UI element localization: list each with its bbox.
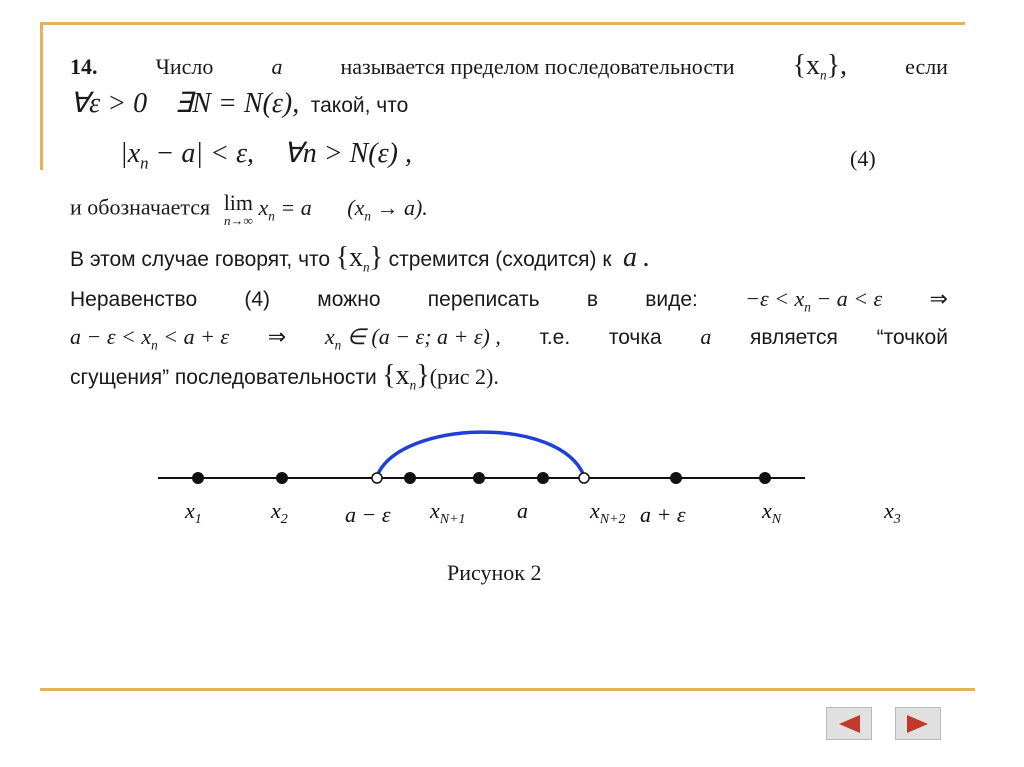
word-neravenstvo: Неравенство	[70, 288, 198, 311]
epsilon-inequality: $-\varepsilon < x_n - a < \varepsilon$	[745, 286, 883, 315]
label-x3: $x_3$	[884, 498, 901, 527]
abs-inequality: $|x_n - a| < \varepsilon$,	[120, 138, 255, 173]
word-t-e: т.е.	[539, 326, 571, 349]
point-a-minus-eps	[372, 473, 382, 483]
point-x1	[192, 472, 204, 484]
point-a	[473, 472, 485, 484]
limit-expression: $x_n = a$	[258, 194, 312, 223]
label-xN2: $x_{N+2}$	[590, 498, 626, 527]
figure-caption: Рисунок 2	[447, 560, 542, 585]
triangle-left-icon	[836, 713, 862, 735]
next-slide-button[interactable]	[895, 707, 941, 740]
epsilon-neighborhood-arc	[377, 432, 584, 476]
point-a-plus-eps	[579, 473, 589, 483]
text-v-etom-sluchae: В этом случае говорят, что	[70, 248, 331, 271]
forall-n: ∀n > N(ε) ,	[283, 138, 412, 169]
interval-inequality: $a - \varepsilon < x_n < a + \varepsilon$	[70, 324, 230, 353]
word-mozhno: можно	[317, 288, 381, 311]
point-xN2	[537, 472, 549, 484]
label-xN1: $x_{N+1}$	[430, 498, 466, 527]
limit-operator: lim n→∞	[223, 190, 254, 228]
arrow-notation: $(x_n \to a)$.	[347, 194, 428, 223]
word-v: в	[586, 288, 598, 311]
text-chislo: Число	[155, 54, 214, 79]
point-xN1	[404, 472, 416, 484]
interval-membership: $x_n$ ∈ (a − ε; a + ε) ,	[324, 324, 501, 353]
var-a-point: a	[700, 324, 712, 349]
text-takoy-chto: такой, что	[310, 94, 409, 117]
word-ref-4: (4)	[244, 288, 271, 311]
text-esli: если	[905, 54, 948, 79]
word-vide: виде:	[645, 288, 698, 311]
word-perepisat: переписать	[427, 288, 540, 311]
prev-slide-button[interactable]	[826, 707, 872, 740]
sequence-xn: $\{x_n\}$,	[792, 50, 848, 83]
label-a-minus-eps: a − ε	[345, 502, 391, 527]
text-oboznachaetsya: и обозначается	[70, 194, 211, 220]
label-a: a	[517, 498, 528, 523]
var-a-limit: a	[623, 242, 638, 273]
word-tochkoy: “точкой	[876, 326, 948, 349]
word-tochka: точка	[608, 326, 662, 349]
exists-N: ∃N = N(ε),	[174, 88, 300, 119]
text-stremitsya: стремится (сходится) к	[388, 248, 612, 271]
label-x1: $x_1$	[185, 498, 202, 527]
label-x2: $x_2$	[271, 498, 288, 527]
label-xN: $x_N$	[762, 498, 782, 527]
period: .	[642, 242, 650, 273]
figure-reference: (рис 2).	[429, 364, 499, 389]
triangle-right-icon	[905, 713, 931, 735]
point-x2	[276, 472, 288, 484]
var-a: a	[271, 54, 283, 79]
sequence-xn: $\{x_n\}$	[382, 360, 430, 393]
implies-arrow: ⇒	[929, 286, 948, 311]
label-a-plus-eps: a + ε	[640, 502, 686, 527]
text-sgusheniya: сгущения” последовательности	[70, 366, 377, 389]
sequence-xn: $\{x_n\}$	[335, 242, 384, 275]
point-xN	[670, 472, 682, 484]
text-definition: называется пределом последовательности	[340, 54, 735, 79]
item-number: 14.	[70, 54, 98, 79]
formula-label-4: (4)	[850, 146, 876, 171]
forall-epsilon: ∀ε > 0	[70, 88, 148, 119]
point-x3	[759, 472, 771, 484]
word-yavlyaetsya: является	[750, 326, 838, 349]
implies-arrow: ⇒	[267, 324, 287, 349]
